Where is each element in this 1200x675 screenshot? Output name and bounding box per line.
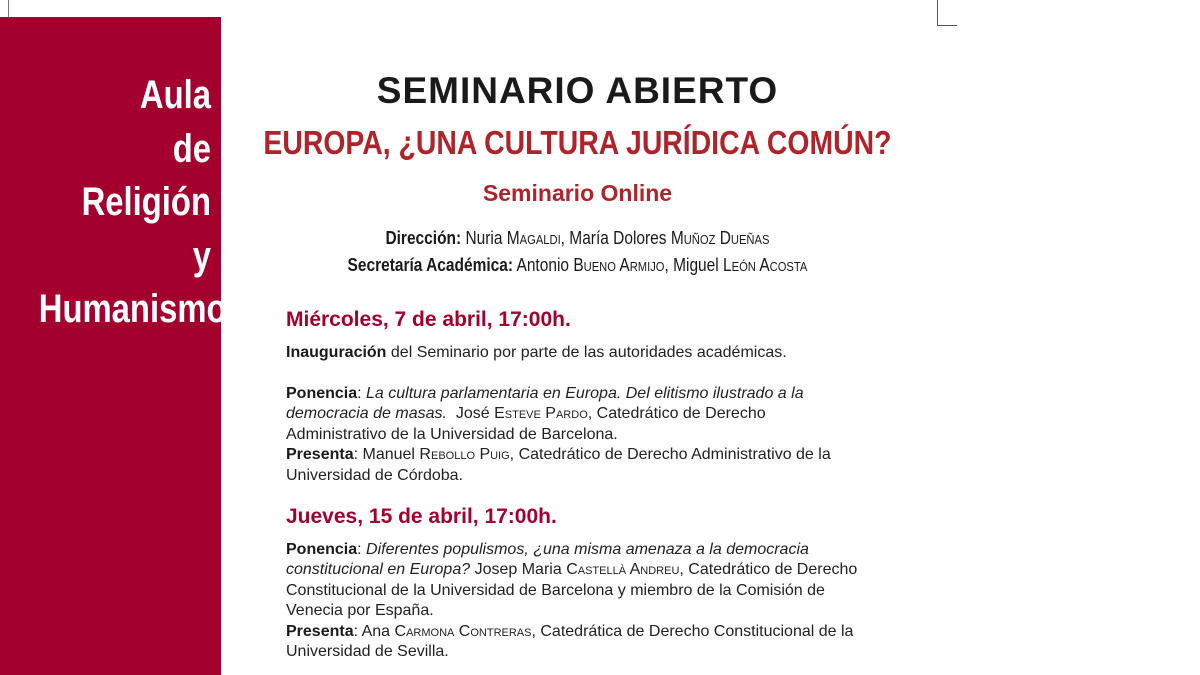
person-surname: León Acosta bbox=[723, 255, 808, 275]
person-given-name: Miguel bbox=[673, 255, 719, 275]
session-date: Jueves, 15 de abril, 17:00h. bbox=[286, 505, 557, 528]
sidebar-title-line: y bbox=[192, 233, 211, 278]
presenter-given-name: Ana bbox=[361, 622, 391, 640]
sidebar-title-line: de bbox=[172, 126, 211, 171]
person-surname: Muñoz Dueñas bbox=[670, 228, 770, 248]
secretaria-line: Secretaría Académica: Antonio Bueno Armijo, Miguel León Acosta bbox=[347, 255, 808, 275]
presenter-surname: Rebollo Puig bbox=[419, 446, 510, 464]
sidebar-banner bbox=[0, 17, 227, 675]
sidebar-title-line: Religión bbox=[81, 180, 211, 224]
person-given-name: María Dolores bbox=[569, 228, 667, 248]
presenter-role: , Catedrática de Derecho Constitucional de la Universidad de Sevilla. bbox=[286, 622, 854, 661]
ponencia-title: La cultura parlamentaria en Europa. Del elitismo ilustrado a la democracia de masas. bbox=[286, 385, 804, 423]
ponencia-label: Ponencia bbox=[286, 385, 358, 402]
speaker-given-name: Josep Maria bbox=[474, 561, 562, 579]
speaker-role: , Catedrático de Derecho Administrativo de la Universidad de Barcelona. bbox=[286, 405, 766, 443]
inauguracion-paragraph bbox=[286, 343, 866, 363]
sidebar-title-line: Humanismo bbox=[38, 287, 227, 331]
seminar-format: Seminario Online bbox=[482, 180, 673, 206]
secretaria-label: Secretaría Académica: bbox=[347, 255, 514, 275]
speaker-surname: Castellà Andreu bbox=[566, 561, 680, 579]
page-subtitle: EUROPA, ¿UNA CULTURA JURÍDICA COMÚN? bbox=[263, 124, 892, 161]
inauguracion-label: Inauguración bbox=[286, 344, 387, 361]
ponencia-paragraph: Ponencia: La cultura parlamentaria en Europa. Del elitismo ilustrado a la democracia de masas. José Esteve Pardo, Catedrático de Derecho Administrativo de la Universidad de Barcelona. Presenta: Manuel Rebollo Puig, Catedrático de Derecho Administrativo de la Universidad de Córdoba. bbox=[286, 385, 831, 484]
person-surname: Bueno Armijo bbox=[573, 255, 665, 275]
presenta-label: Presenta bbox=[286, 622, 354, 640]
direccion-line: Dirección: Nuria Magaldi, María Dolores Muñoz Dueñas bbox=[385, 228, 770, 248]
ponencia-label: Ponencia bbox=[286, 541, 358, 558]
speaker-role: , Catedrático de Derecho Constitucional de la Universidad de Barcelona y miembro de la Comisión de Venecia por España. bbox=[286, 561, 858, 620]
sidebar-title-line: Aula bbox=[139, 73, 211, 117]
presenta-label: Presenta bbox=[286, 446, 354, 464]
crop-mark bbox=[8, 0, 9, 18]
person-surname: Magaldi bbox=[506, 228, 561, 248]
presenter-surname: Carmona Contreras bbox=[394, 622, 532, 640]
person-given-name: Nuria bbox=[465, 228, 503, 248]
crop-mark bbox=[937, 0, 938, 26]
ponencia-paragraph: Ponencia: Diferentes populismos, ¿una misma amenaza a la democracia constitucional en Europa? Josep Maria Castellà Andreu, Catedrático de Derecho Constitucional de la Universidad de Barcelona y miembro de la Comisión de Venecia por España. Presenta: Ana Carmona Contreras, Catedrática de Derecho Constitucional de la Universidad de Sevilla. bbox=[286, 541, 858, 661]
presenter-role: , Catedrático de Derecho Administrativo de la Universidad de Córdoba. bbox=[286, 446, 831, 484]
speaker-given-name: José bbox=[455, 405, 490, 423]
inauguracion-text: del Seminario por parte de las autoridades académicas. bbox=[386, 344, 787, 361]
presenter-given-name: Manuel bbox=[362, 446, 415, 464]
person-given-name: Antonio bbox=[516, 255, 570, 275]
crop-mark bbox=[937, 25, 957, 26]
direccion-label: Dirección: bbox=[385, 228, 462, 248]
session-date: Miércoles, 7 de abril, 17:00h. bbox=[286, 308, 571, 331]
ponencia-title: Diferentes populismos, ¿una misma amenaza a la democracia constitucional en Europa? bbox=[286, 541, 809, 579]
page-title: SEMINARIO ABIERTO bbox=[376, 70, 779, 111]
speaker-surname: Esteve Pardo bbox=[494, 405, 588, 423]
